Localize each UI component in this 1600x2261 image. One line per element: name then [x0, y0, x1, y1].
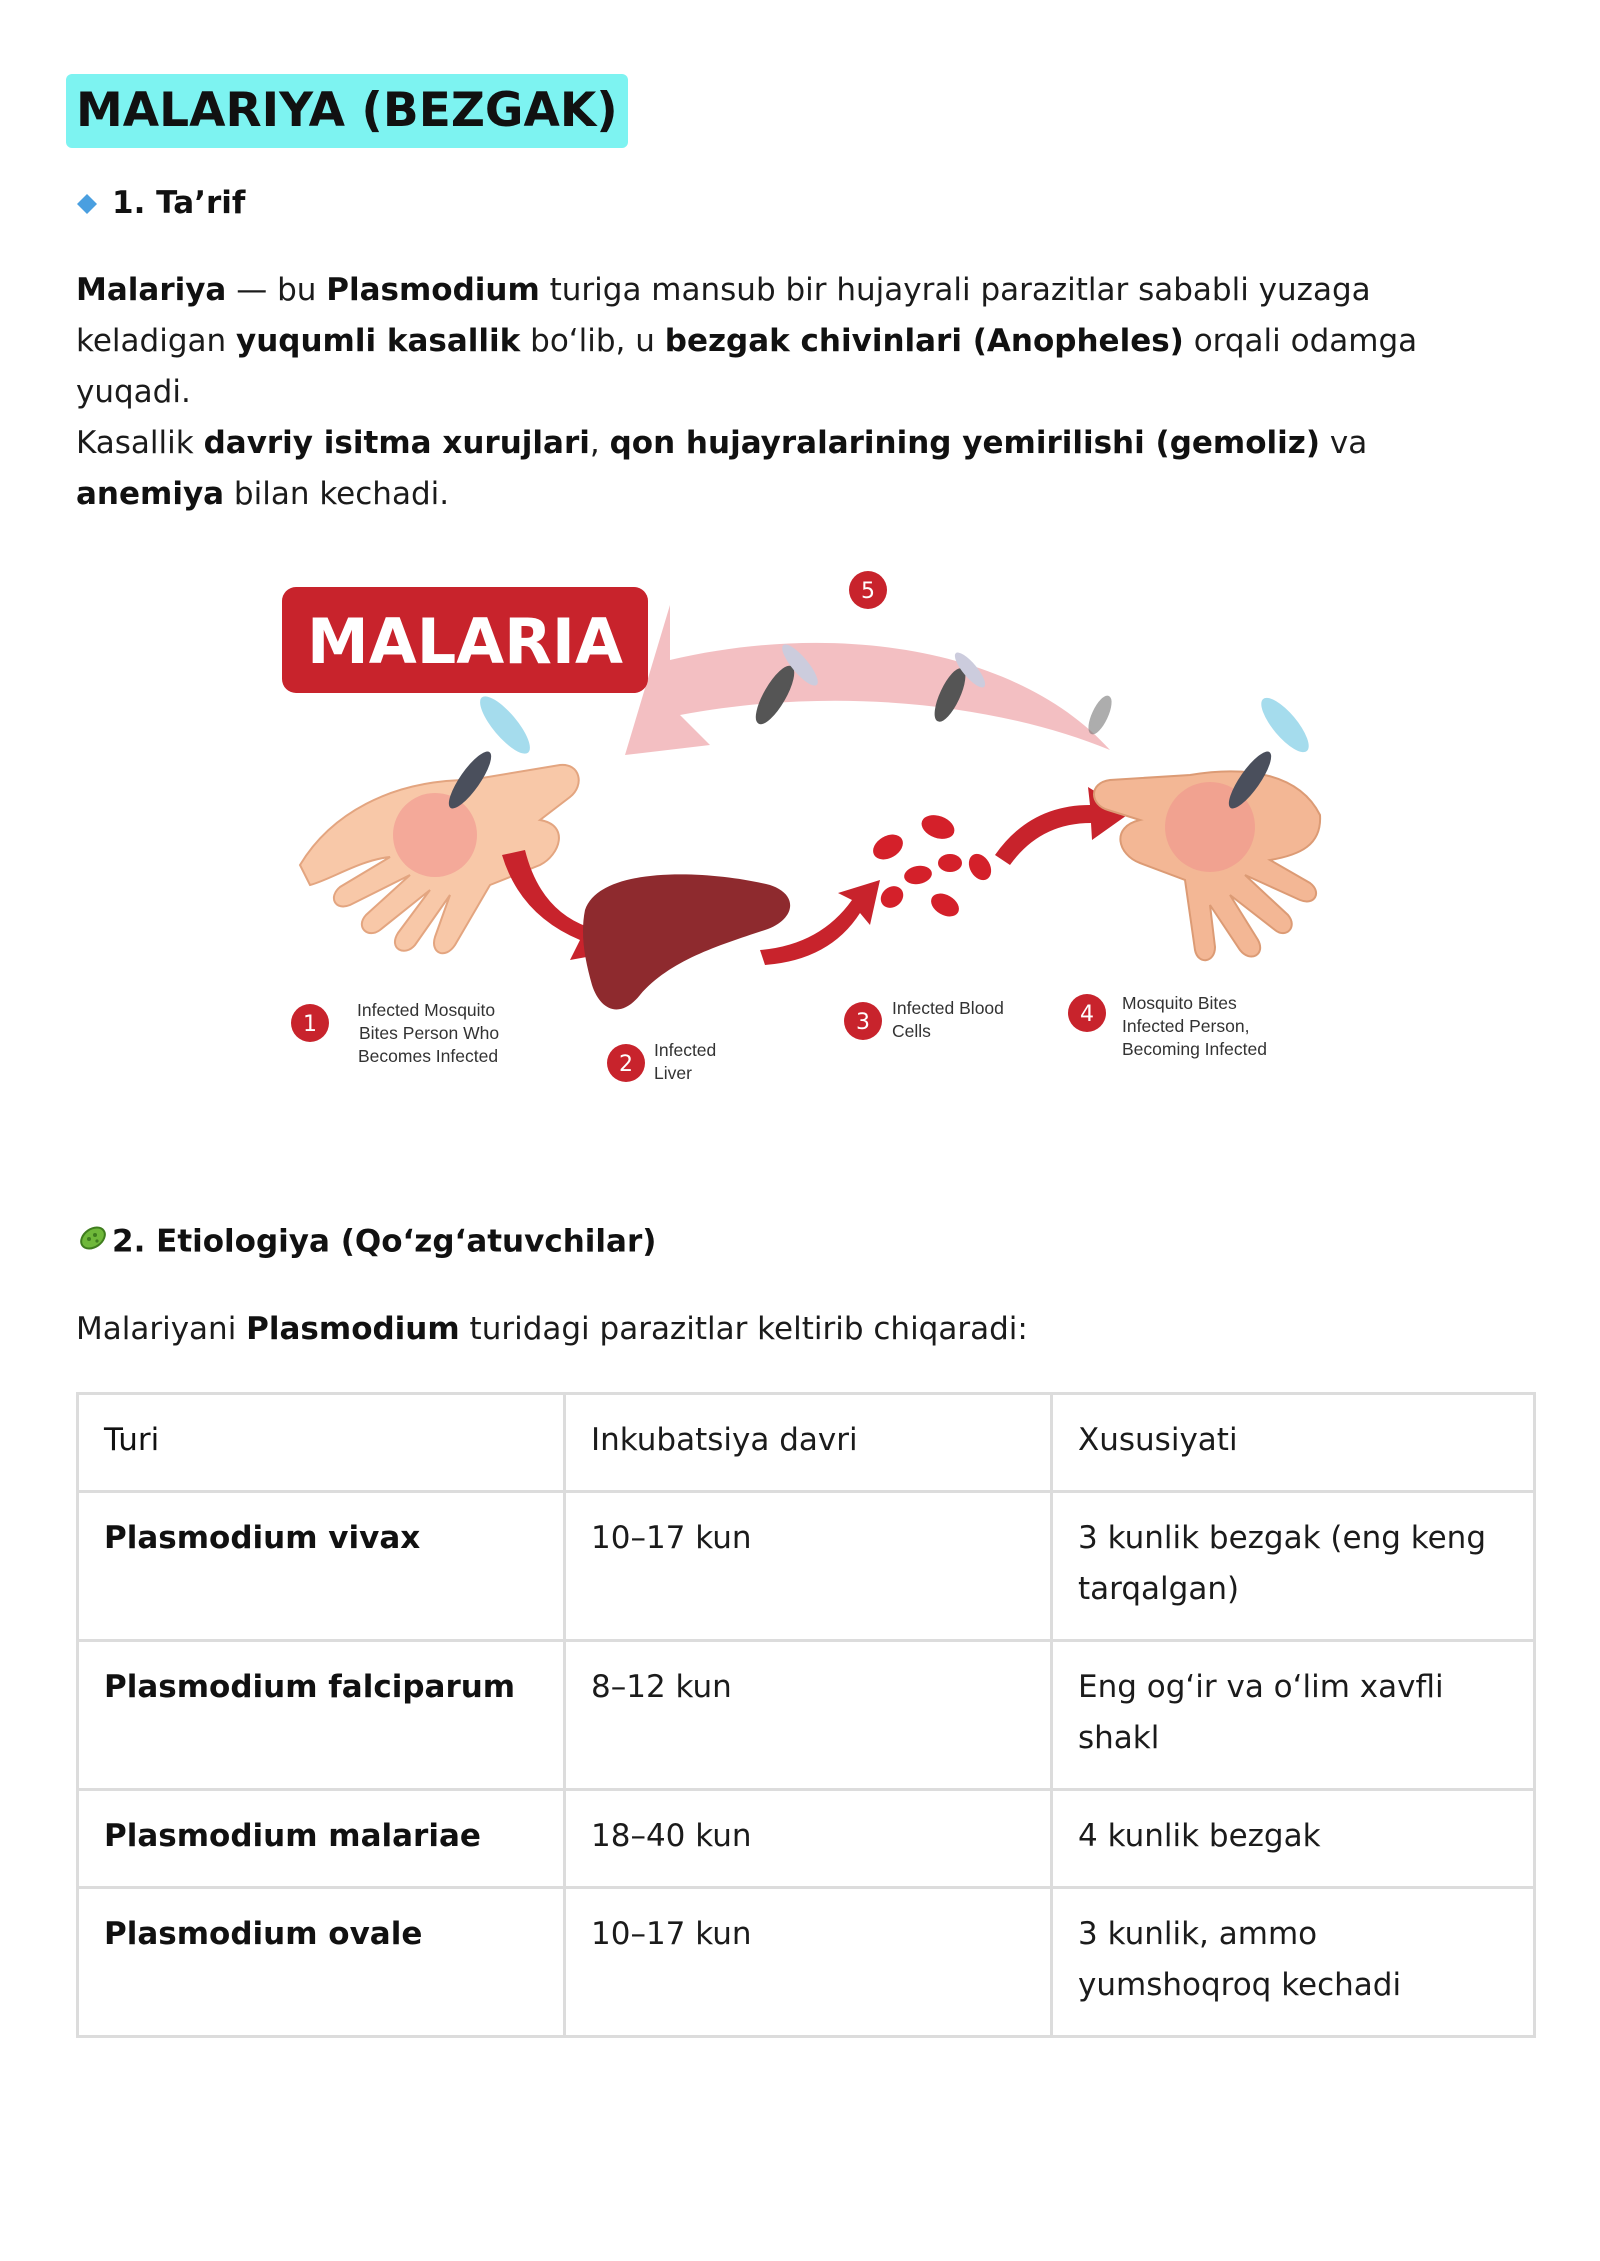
- step-badge-4: [1068, 994, 1106, 1032]
- step-badge-1: [291, 1004, 329, 1042]
- step-4-label-line1: Mosquito Bites: [1122, 993, 1237, 1013]
- table-cell: 18–40 kun: [565, 1790, 1052, 1888]
- table-cell: Eng og‘ir va o‘lim xavfli shakl: [1052, 1641, 1535, 1790]
- svg-text:2: 2: [619, 1052, 633, 1077]
- symptoms-paragraph: Kasallik davriy isitma xurujlari, qon hujayralarining yemirilishi (gemoliz) va anemiya bilan kechadi.: [76, 425, 1368, 512]
- step-badge-3: [844, 1002, 882, 1040]
- definition-paragraph: Malariya — bu Plasmodium turiga mansub bir hujayrali parazitlar sababli yuzaga keladigan yuqumli kasallik bo‘lib, u bezgak chivinlari (Anopheles) orqali odamga yuqadi.: [76, 272, 1418, 410]
- table-cell: 10–17 kun: [565, 1888, 1052, 2037]
- table-cell: 3 kunlik, ammo yumshoqroq kechadi: [1052, 1888, 1535, 2037]
- svg-text:1: 1: [303, 1012, 317, 1037]
- page-title: MALARIYA (BEZGAK): [66, 74, 628, 148]
- step-badge-5: [849, 571, 887, 609]
- table-row: [78, 1492, 1535, 1641]
- malaria-cycle-figure: [240, 565, 1370, 1105]
- table-header-row: [78, 1394, 1535, 1492]
- table-cell: 3 kunlik bezgak (eng keng tarqalgan): [1052, 1492, 1535, 1641]
- step-4-label-line2: Infected Person,: [1122, 1016, 1250, 1036]
- table-cell: 10–17 kun: [565, 1492, 1052, 1641]
- table-cell: 8–12 kun: [565, 1641, 1052, 1790]
- step-4-label-line3: Becoming Infected: [1122, 1039, 1267, 1059]
- section-heading-etiology: 2. Etiologiya (Qo‘zg‘atuvchilar): [76, 1221, 656, 1265]
- liver-icon: [583, 874, 790, 1009]
- step-1-label-line3: Becomes Infected: [358, 1046, 499, 1066]
- table-header-cell: Inkubatsiya davri: [565, 1394, 1052, 1492]
- table-row: [78, 1790, 1535, 1888]
- microbe-icon: [76, 1221, 112, 1265]
- table-cell: 4 kunlik bezgak: [1052, 1790, 1535, 1888]
- etiology-intro: Malariyani Plasmodium turidagi parazitlar keltirib chiqaradi:: [76, 1311, 1028, 1347]
- table-row: [78, 1641, 1535, 1790]
- malaria-banner-text: MALARIA: [307, 605, 623, 678]
- table-cell: Plasmodium malariae: [78, 1790, 565, 1888]
- step-3-label-line1: Infected Blood: [892, 998, 1004, 1018]
- table-header-cell: Xususiyati: [1052, 1394, 1535, 1492]
- step-3-label-line2: Cells: [892, 1021, 931, 1041]
- table-header-cell: Turi: [78, 1394, 565, 1492]
- step-1-label-line2: Bites Person Who: [359, 1023, 500, 1043]
- mosquito-icon: [1085, 694, 1115, 736]
- step-1-label-line1: Infected Mosquito: [357, 1000, 496, 1020]
- step-2-label-line2: Liver: [654, 1063, 692, 1083]
- svg-text:3: 3: [856, 1010, 870, 1035]
- table-cell: Plasmodium falciparum: [78, 1641, 565, 1790]
- blue-diamond-icon: [76, 185, 112, 225]
- step-badge-2: [607, 1044, 645, 1082]
- step-2-label-line1: Infected: [654, 1040, 717, 1060]
- blood-cells-icon: [869, 811, 996, 921]
- return-arrow: [625, 605, 1110, 755]
- bite-spot: [393, 793, 477, 877]
- section-heading-definition: 1. Ta’rif: [76, 183, 245, 225]
- svg-text:5: 5: [861, 579, 875, 604]
- plasmodium-table: [76, 1392, 1536, 2038]
- svg-text:4: 4: [1080, 1002, 1094, 1027]
- table-cell: Plasmodium ovale: [78, 1888, 565, 2037]
- table-cell: Plasmodium vivax: [78, 1492, 565, 1641]
- table-row: [78, 1888, 1535, 2037]
